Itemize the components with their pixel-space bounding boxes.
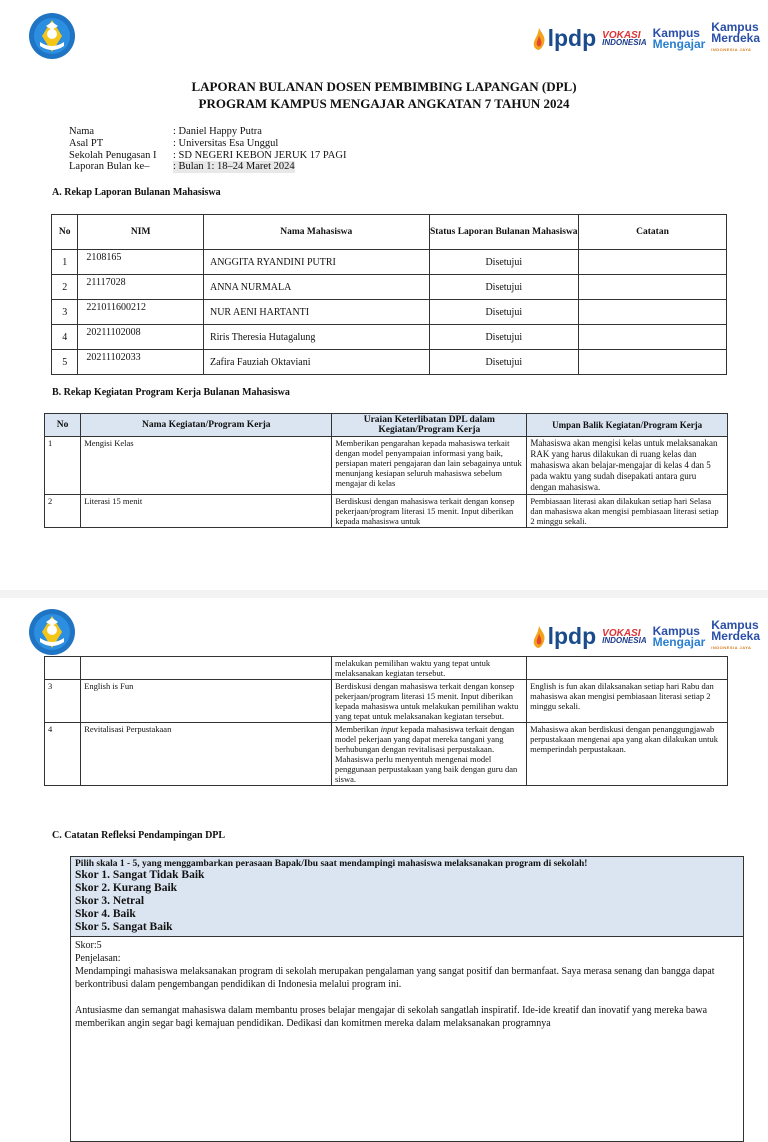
score-value: Skor:5 bbox=[75, 940, 102, 951]
cell-status: Disetujui bbox=[429, 325, 578, 350]
cell-nama: ANGGITA RYANDINI PUTRI bbox=[203, 250, 429, 275]
scale-option: Skor 4. Baik bbox=[75, 908, 136, 920]
cell-no: 1 bbox=[52, 250, 78, 275]
lpdp-flame-icon bbox=[532, 626, 546, 648]
column-header-status: Status Laporan Bulanan Mahasiswa bbox=[429, 215, 578, 250]
refleksi-scale-row bbox=[71, 857, 744, 937]
kampus-merdeka-line1: Kampus bbox=[711, 618, 759, 632]
refleksi-answer-cell bbox=[71, 937, 744, 1142]
table-row bbox=[45, 657, 728, 680]
cell-uraian: melakukan pemilihan waktu yang tepat untuk melaksanakan kegiatan tersebut. bbox=[332, 657, 527, 680]
uraian-text: Memberikan bbox=[335, 724, 381, 734]
cell-kegiatan bbox=[81, 657, 332, 680]
cell-catatan bbox=[579, 325, 727, 350]
kampus-merdeka-tagline: INDONESIA JAYA bbox=[711, 645, 752, 650]
kemendikbud-logo-icon bbox=[28, 608, 76, 656]
cell-no bbox=[45, 657, 81, 680]
cell-uraian: Berdiskusi dengan mahasiswa terkait dengan konsep pekerjaan/program literasi 15 menit. Input diberikan kepada mahasiswa untuk bbox=[332, 495, 527, 528]
cell-status: Disetujui bbox=[429, 250, 578, 275]
column-header-uraian: Uraian Keterlibatan DPL dalam Kegiatan/Program Kerja bbox=[332, 414, 527, 437]
rekap-kegiatan-table-continued bbox=[44, 656, 728, 786]
cell-no: 3 bbox=[52, 300, 78, 325]
cell-catatan bbox=[579, 300, 727, 325]
paragraph-spacer bbox=[75, 991, 739, 1004]
kampus-merdeka-logo bbox=[711, 22, 760, 55]
report-info bbox=[69, 126, 346, 173]
column-header-no: No bbox=[52, 215, 78, 250]
rekap-laporan-table bbox=[51, 214, 727, 375]
lpdp-flame-icon bbox=[532, 28, 546, 50]
info-value: : Daniel Happy Putra bbox=[173, 126, 262, 137]
cell-status: Disetujui bbox=[429, 350, 578, 375]
column-header-catatan: Catatan bbox=[579, 215, 727, 250]
cell-nama: ANNA NURMALA bbox=[203, 275, 429, 300]
cell-nim: 2108165 bbox=[78, 250, 204, 275]
info-row-laporan-bulan bbox=[69, 161, 346, 173]
kampus-mengajar-line1: Kampus bbox=[652, 623, 700, 638]
partner-logos bbox=[532, 620, 760, 653]
table-row bbox=[45, 437, 728, 495]
table-row bbox=[45, 495, 728, 528]
cell-nim: 221011600212 bbox=[78, 300, 204, 325]
cell-no: 1 bbox=[45, 437, 81, 495]
cell-nim: 20211102008 bbox=[78, 325, 204, 350]
info-label: Asal PT bbox=[69, 137, 104, 149]
cell-status: Disetujui bbox=[429, 275, 578, 300]
penjelasan-label: Penjelasan: bbox=[75, 953, 121, 964]
kampus-mengajar-logo bbox=[652, 25, 706, 51]
table-row bbox=[45, 680, 728, 723]
page-separator bbox=[0, 590, 768, 598]
cell-no: 4 bbox=[45, 723, 81, 786]
kampus-merdeka-line1: Kampus bbox=[711, 20, 759, 34]
cell-umpan-balik bbox=[527, 657, 728, 680]
cell-umpan-balik: Mahasiswa akan berdiskusi dengan penanggungjawab perpustakaan mengenai apa yang akan dilakukan untuk memperindah perpustakaan. bbox=[527, 723, 728, 786]
report-title-line2: PROGRAM KAMPUS MENGAJAR ANGKATAN 7 TAHUN 2024 bbox=[198, 96, 570, 111]
cell-kegiatan: Revitalisasi Perpustakaan bbox=[81, 723, 332, 786]
kampus-mengajar-logo bbox=[652, 623, 706, 649]
column-header-no: No bbox=[45, 414, 81, 437]
table-row bbox=[52, 350, 727, 375]
cell-no: 4 bbox=[52, 325, 78, 350]
info-label: Sekolah Penugasan I bbox=[69, 149, 157, 161]
info-label: Nama bbox=[69, 126, 95, 137]
vokasi-sub-text: INDONESIA bbox=[602, 37, 647, 47]
refleksi-answer-row bbox=[71, 937, 744, 1142]
info-label: Laporan Bulan ke– bbox=[69, 161, 150, 173]
penjelasan-paragraph: Mendampingi mahasiswa melaksanakan program di sekolah merupakan pengalaman yang sangat positif dan bermanfaat. Saya merasa senang dan bangga dapat berkontribusi dalam pengembangan pendidikan di Indonesia melalui program ini. bbox=[75, 966, 715, 990]
lpdp-text: lpdp bbox=[547, 623, 597, 649]
cell-uraian: Berdiskusi dengan mahasiswa terkait dengan konsep pekerjaan/program literasi 15 menit. Input diberikan kepada mahasiswa untuk melakukan pemilihan waktu yang tepat untuk melaksanakan kegiatan tersebut. bbox=[332, 680, 527, 723]
info-row-nama bbox=[69, 126, 346, 138]
info-row-sekolah bbox=[69, 150, 346, 162]
cell-nim: 20211102033 bbox=[78, 350, 204, 375]
cell-kegiatan: Literasi 15 menit bbox=[81, 495, 332, 528]
kampus-mengajar-line2: Mengajar bbox=[652, 36, 706, 51]
cell-no: 3 bbox=[45, 680, 81, 723]
vokasi-text: VOKASI bbox=[602, 29, 641, 41]
vokasi-logo bbox=[602, 29, 647, 47]
info-value: : Universitas Esa Unggul bbox=[173, 137, 279, 149]
partner-logos bbox=[532, 22, 760, 55]
table-row bbox=[45, 723, 728, 786]
scale-option: Skor 3. Netral bbox=[75, 895, 145, 907]
scale-option: Skor 2. Kurang Baik bbox=[75, 882, 178, 894]
column-header-nim: NIM bbox=[78, 215, 204, 250]
cell-no: 2 bbox=[52, 275, 78, 300]
cell-umpan-balik: Pembiasaan literasi akan dilakukan setiap hari Selasa dan mahasiswa akan mengisi pembiasaan literasi setiap 2 minggu sekali. bbox=[527, 495, 728, 528]
section-c-heading: C. Catatan Refleksi Pendampingan DPL bbox=[52, 830, 226, 841]
kampus-merdeka-logo bbox=[711, 620, 760, 653]
kampus-mengajar-line2: Mengajar bbox=[652, 634, 706, 649]
document-page-2 bbox=[0, 598, 768, 1029]
lpdp-logo bbox=[532, 623, 597, 650]
table-header-row bbox=[52, 215, 727, 250]
cell-nama: Zafira Fauziah Oktaviani bbox=[203, 350, 429, 375]
lpdp-text: lpdp bbox=[547, 25, 597, 51]
column-header-nama: Nama Mahasiswa bbox=[203, 215, 429, 250]
cell-nim: 21117028 bbox=[78, 275, 204, 300]
uraian-text: kepada mahasiswa terkait dengan model pekerjaan yang dapat mereka tangani yang berhubungan dengan revitalisasi perpustakaan. Mahasiswa perlu menyentuh mengenai model penggunaan perpustakaan yang baik dengan guru dan siswa. bbox=[335, 724, 518, 784]
cell-status: Disetujui bbox=[429, 300, 578, 325]
table-row bbox=[52, 300, 727, 325]
cell-umpan-balik: Mahasiswa akan mengisi kelas untuk melaksanakan RAK yang harus dilakukan di ruang kelas dan mahasiswa akan belajar-mengajar di kelas 4 dan 5 pada waktu yang sudah disepakati antara guru dengan mahasiswa. bbox=[527, 437, 728, 495]
refleksi-table bbox=[70, 856, 744, 1142]
section-b-heading: B. Rekap Kegiatan Program Kerja Bulanan Mahasiswa bbox=[52, 387, 290, 398]
refleksi-scale-cell bbox=[71, 857, 744, 937]
table-row bbox=[52, 275, 727, 300]
scale-option: Skor 1. Sangat Tidak Baik bbox=[75, 869, 205, 881]
cell-uraian bbox=[332, 723, 527, 786]
uraian-italic-text: input bbox=[380, 724, 399, 734]
vokasi-logo bbox=[602, 627, 647, 645]
kampus-merdeka-line2: Merdeka bbox=[711, 31, 760, 45]
cell-catatan bbox=[579, 350, 727, 375]
column-header-umpan-balik: Umpan Balik Kegiatan/Program Kerja bbox=[527, 414, 728, 437]
info-value: : Bulan 1: 18–24 Maret 2024 bbox=[173, 161, 295, 173]
table-header-row bbox=[45, 414, 728, 437]
rekap-kegiatan-table bbox=[44, 413, 728, 528]
column-header-kegiatan: Nama Kegiatan/Program Kerja bbox=[81, 414, 332, 437]
refleksi-question: Pilih skala 1 - 5, yang menggambarkan perasaan Bapak/Ibu saat mendampingi mahasiswa melaksanakan program di sekolah! bbox=[75, 859, 588, 869]
table-row bbox=[52, 325, 727, 350]
kampus-mengajar-line1: Kampus bbox=[652, 25, 700, 40]
kampus-merdeka-tagline: INDONESIA JAYA bbox=[711, 47, 752, 52]
cell-no: 2 bbox=[45, 495, 81, 528]
kemendikbud-logo-icon bbox=[28, 12, 76, 60]
lpdp-logo bbox=[532, 25, 597, 52]
kampus-merdeka-line2: Merdeka bbox=[711, 629, 760, 643]
penjelasan-paragraph: Antusiasme dan semangat mahasiswa dalam membantu proses belajar mengajar di sekolah sangatlah inspiratif. Ide-ide kreatif dan inovatif yang mereka bawa memberikan angin segar bagi kemajuan pendidikan. Dedikasi dan komitmen mereka dalam melaksanakan programnya bbox=[75, 1005, 708, 1029]
scale-option: Skor 5. Sangat Baik bbox=[75, 921, 173, 933]
info-row-asal-pt bbox=[69, 138, 346, 150]
report-title-line1: LAPORAN BULANAN DOSEN PEMBIMBING LAPANGAN (DPL) bbox=[191, 79, 577, 94]
cell-uraian: Memberikan pengarahan kepada mahasiswa terkait dengan model penyampaian informasi yang baik, persiapan materi pengajaran dan lain sebagainya untuk menunjang kesiapan seluruh mahasiswa sebelum mengajar di kelas bbox=[332, 437, 527, 495]
table-row bbox=[52, 250, 727, 275]
cell-nama: Riris Theresia Hutagalung bbox=[203, 325, 429, 350]
vokasi-sub-text: INDONESIA bbox=[602, 635, 647, 645]
section-a-heading: A. Rekap Laporan Bulanan Mahasiswa bbox=[52, 187, 221, 198]
cell-catatan bbox=[579, 275, 727, 300]
cell-kegiatan: English is Fun bbox=[81, 680, 332, 723]
cell-catatan bbox=[579, 250, 727, 275]
cell-no: 5 bbox=[52, 350, 78, 375]
vokasi-text: VOKASI bbox=[602, 627, 641, 639]
cell-kegiatan: Mengisi Kelas bbox=[81, 437, 332, 495]
cell-nama: NUR AENI HARTANTI bbox=[203, 300, 429, 325]
info-value: : SD NEGERI KEBON JERUK 17 PAGI bbox=[173, 149, 347, 161]
cell-umpan-balik: English is fun akan dilaksanakan setiap hari Rabu dan mahasiswa akan mengisi pembiasaan literasi setiap 2 minggu sekali. bbox=[527, 680, 728, 723]
